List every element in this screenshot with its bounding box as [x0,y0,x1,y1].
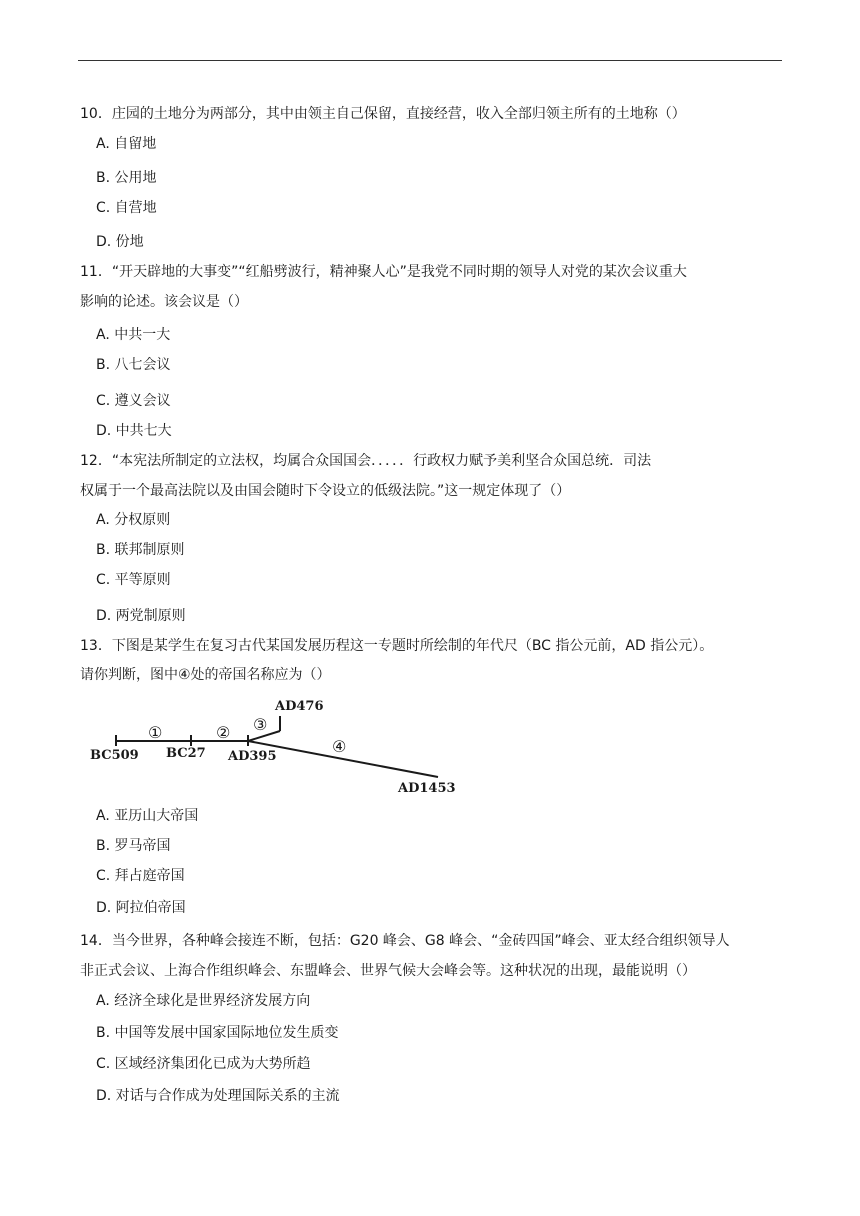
label-ad1453: AD1453 [398,781,456,796]
q14-option-b: B. 中国等发展中国家国际地位发生质变 [96,1025,339,1041]
q10-option-c: C. 自营地 [96,200,157,216]
question-11-stem-line2: 影响的论述。该会议是（） [80,294,248,310]
question-14-stem-line2: 非正式会议、上海合作组织峰会、东盟峰会、世界气候大会峰会等。这种状况的出现，最能说明（） [80,963,696,979]
label-bc509: BC509 [90,748,139,763]
segment-1-marker: ① [148,723,163,742]
q14-option-c: C. 区域经济集团化已成为大势所趋 [96,1056,311,1072]
question-11-stem-line1: 11．“开天辟地的大事变”“红船劈波行，精神聚人心”是我党不同时期的领导人对党的某次会议重大 [80,264,687,280]
segment-2-marker: ② [216,723,231,742]
q12-option-d: D. 两党制原则 [96,608,186,624]
header-rule [78,60,782,61]
q11-option-a: A. 中共一大 [96,327,171,343]
question-13-stem-line2: 请你判断，图中④处的帝国名称应为（） [80,667,331,683]
question-13-stem-line1: 13．下图是某学生在复习古代某国发展历程这一专题时所绘制的年代尺（BC 指公元前，AD 指公元）。 [80,638,714,654]
question-10-stem: 10．庄园的土地分为两部分，其中由领主自己保留，直接经营，收入全部归领主所有的土地称（） [80,106,686,122]
q11-option-c: C. 遵义会议 [96,393,171,409]
segment-3-marker: ③ [253,715,268,734]
q13-option-b: B. 罗马帝国 [96,838,171,854]
q12-option-c: C. 平等原则 [96,572,171,588]
segment-4-marker: ④ [332,737,347,756]
q14-option-d: D. 对话与合作成为处理国际关系的主流 [96,1088,340,1104]
question-14-stem-line1: 14．当今世界，各种峰会接连不断，包括：G20 峰会、G8 峰会、“金砖四国”峰会、亚太经合组织领导人 [80,933,730,949]
label-bc27: BC27 [166,746,206,761]
timeline-diagram [88,694,468,804]
q12-option-a: A. 分权原则 [96,512,171,528]
label-ad476: AD476 [275,699,324,714]
q12-option-b: B. 联邦制原则 [96,542,185,558]
q10-option-b: B. 公用地 [96,170,157,186]
question-12-stem-line2: 权属于一个最高法院以及由国会随时下令设立的低级法院。”这一规定体现了（） [80,483,571,499]
question-12-stem-line1: 12．“本宪法所制定的立法权，均属合众国国会．．．．．行政权力赋予美利坚合众国总统．司法 [80,453,652,469]
q13-option-a: A. 亚历山大帝国 [96,808,199,824]
label-ad395: AD395 [228,749,277,764]
q11-option-d: D. 中共七大 [96,423,172,439]
q14-option-a: A. 经济全球化是世界经济发展方向 [96,993,311,1009]
q10-option-d: D. 份地 [96,234,144,250]
q13-option-c: C. 拜占庭帝国 [96,868,185,884]
q10-option-a: A. 自留地 [96,136,157,152]
q13-option-d: D. 阿拉伯帝国 [96,900,186,916]
q11-option-b: B. 八七会议 [96,357,171,373]
